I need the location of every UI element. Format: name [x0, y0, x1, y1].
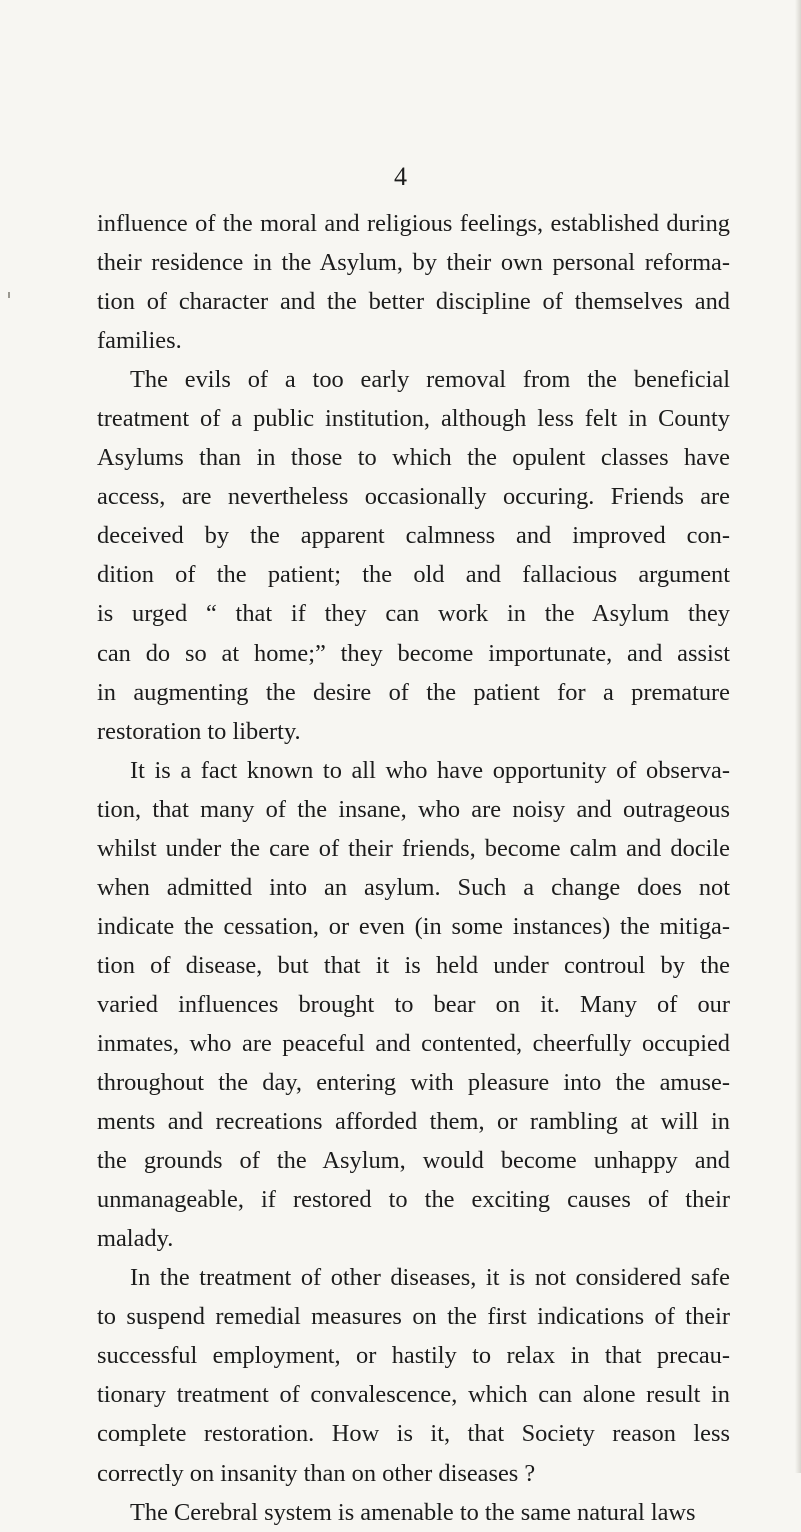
text-line: Asylums than in those to which the opulent classes have: [97, 444, 730, 472]
text-line: influence of the moral and religious feelings, established during: [97, 210, 730, 237]
text-line: when admitted into an asylum. Such a change does not: [97, 873, 730, 901]
text-line: correctly on insanity than on other diseases ?: [97, 1459, 536, 1487]
text-line: treatment of a public institution, although less felt in County: [97, 405, 730, 433]
margin-mark: [8, 292, 10, 298]
text-line: dition of the patient; the old and fallacious argument: [97, 561, 730, 589]
text-line: the grounds of the Asylum, would become unhappy and: [97, 1147, 730, 1175]
text-line: can do so at home;” they become importunate, and assist: [97, 639, 730, 667]
paragraph: [97, 751, 730, 1259]
text-line: tion of disease, but that it is held under controul by the: [97, 951, 730, 979]
text-line: families.: [97, 327, 182, 355]
paragraph: [97, 1258, 730, 1492]
text-line: The evils of a too early removal from the beneficial: [130, 366, 730, 394]
text-line: their residence in the Asylum, by their own personal reforma-: [97, 249, 730, 277]
text-line: indicate the cessation, or even (in some instances) the mitiga-: [97, 912, 730, 940]
text-line: is urged “ that if they can work in the Asylum they: [97, 600, 730, 628]
text-line: In the treatment of other diseases, it is not considered safe: [130, 1264, 730, 1292]
text-line: access, are nevertheless occasionally occuring. Friends are: [97, 483, 730, 511]
text-line: unmanageable, if restored to the exciting causes of their: [97, 1186, 730, 1214]
text-line: complete restoration. How is it, that Society reason less: [97, 1420, 730, 1448]
paragraph: [97, 1493, 730, 1532]
text-line: tion of character and the better discipline of themselves and: [97, 288, 730, 316]
paragraph: [97, 204, 730, 360]
paragraph: [97, 360, 730, 750]
text-line: successful employment, or hastily to relax in that precau-: [97, 1342, 730, 1370]
text-line: whilst under the care of their friends, become calm and docile: [97, 834, 730, 862]
text-line: restoration to liberty.: [97, 717, 301, 745]
body-text: [97, 204, 730, 1532]
text-line: varied influences brought to bear on it. Many of our: [97, 990, 730, 1018]
text-line: tionary treatment of convalescence, which can alone result in: [97, 1381, 730, 1409]
text-line: It is a fact known to all who have opportunity of observa-: [130, 756, 730, 784]
text-line: The Cerebral system is amenable to the same natural laws: [130, 1498, 696, 1526]
text-line: to suspend remedial measures on the first indications of their: [97, 1303, 730, 1331]
text-line: malady.: [97, 1225, 174, 1253]
text-line: inmates, who are peaceful and contented, cheerfully occupied: [97, 1029, 730, 1057]
text-line: tion, that many of the insane, who are noisy and outrageous: [97, 795, 730, 823]
text-line: ments and recreations afforded them, or rambling at will in: [97, 1108, 730, 1136]
page-number: 4: [394, 162, 407, 191]
text-line: throughout the day, entering with pleasure into the amuse-: [97, 1069, 730, 1097]
text-line: in augmenting the desire of the patient for a premature: [97, 678, 730, 706]
text-line: deceived by the apparent calmness and improved con-: [97, 522, 730, 550]
page-edge-shadow: [795, 0, 801, 1473]
